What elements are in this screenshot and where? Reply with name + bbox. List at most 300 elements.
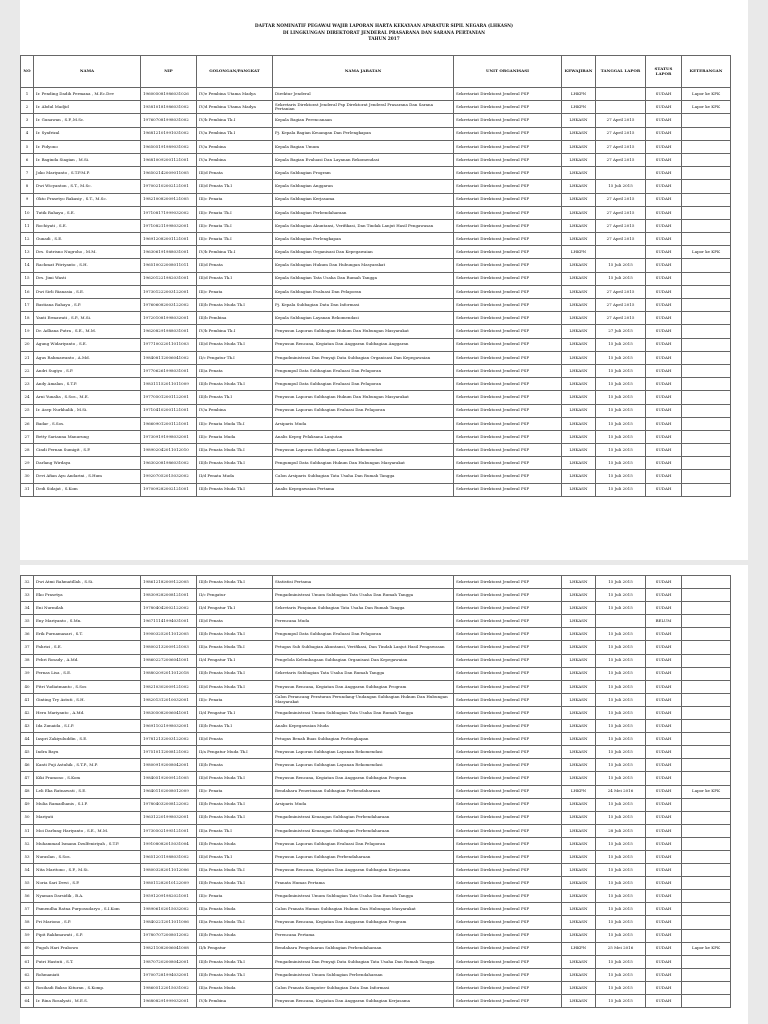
table-row (21, 457, 731, 470)
cell-unit: Sekretariat Direktorat Jenderal PSP (454, 285, 562, 298)
cell-unit: Sekretariat Direktorat Jenderal PSP (454, 890, 562, 903)
cell-keterangan: Lapor ke KPK (682, 88, 731, 101)
cell-tanggal: 15 Juli 2015 (596, 706, 646, 719)
cell-jabatan: Calon Pranata Komputer Subbagian Data Dan Informasi (273, 981, 454, 994)
cell-tanggal: 27 April 2015 (596, 140, 646, 153)
cell-golongan: III/a Penata Tk.I (197, 824, 273, 837)
cell-tanggal: 15 Juli 2015 (596, 417, 646, 430)
cell-no: 58 (21, 916, 34, 929)
cell-jabatan: Petugas Benah Buas Subbagian Perlengkapan (273, 733, 454, 746)
table-row (21, 404, 731, 417)
cell-kewajiban: LHKASN (562, 955, 596, 968)
cell-golongan: III/a Penata Muda (197, 903, 273, 916)
cell-nip: 198802092011012018 (141, 667, 197, 680)
cell-jabatan: Calon Pranata Humas Subbagian Hukum Dan Hubungan Masyarakat (273, 903, 454, 916)
cell-nama: Bastiana Rahayu , S.P. (34, 299, 141, 312)
cell-keterangan (682, 338, 731, 351)
cell-tanggal: 27 April 2015 (596, 153, 646, 166)
cell-tanggal: 27 April 2015 (596, 299, 646, 312)
cell-nip: 199108082015031004 (141, 837, 197, 850)
cell-keterangan (682, 968, 731, 981)
cell-no: 25 (21, 404, 34, 417)
cell-tanggal: 15 Juli 2015 (596, 968, 646, 981)
cell-nip: 198605122015031002 (141, 981, 197, 994)
cell-nip: 196312201998032001 (141, 811, 197, 824)
cell-no: 5 (21, 140, 34, 153)
cell-status: SUDAH (646, 916, 682, 929)
employee-table-page-1 (20, 55, 731, 497)
table-row (21, 759, 731, 772)
table-row (21, 378, 731, 391)
cell-status: SUDAH (646, 470, 682, 483)
cell-golongan: III/b Penata Muda Tk.I (197, 299, 273, 312)
cell-status: SUDAH (646, 153, 682, 166)
cell-status: SUDAH (646, 667, 682, 680)
cell-kewajiban: LHKPN (562, 101, 596, 114)
cell-unit: Sekretariat Direktorat Jenderal PSP (454, 602, 562, 615)
cell-nip: 197607081998031002 (141, 114, 197, 127)
cell-golongan: III/d Penata Tk.I (197, 272, 273, 285)
cell-golongan: III/c Penata Tk.I (197, 206, 273, 219)
table-row (21, 641, 731, 654)
cell-nama: Ir. Baginda Siagian , M.Si. (34, 153, 141, 166)
cell-no: 13 (21, 246, 34, 259)
cell-tanggal: 15 Juli 2015 (596, 378, 646, 391)
cell-unit: Sekretariat Direktorat Jenderal PSP (454, 233, 562, 246)
cell-unit: Sekretariat Direktorat Jenderal PSP (454, 444, 562, 457)
table-row (21, 206, 731, 219)
cell-status: SUDAH (646, 444, 682, 457)
cell-no: 10 (21, 206, 34, 219)
cell-unit: Sekretariat Direktorat Jenderal PSP (454, 720, 562, 733)
cell-status: SUDAH (646, 890, 682, 903)
table-row (21, 483, 731, 496)
cell-nip: 198902042011012010 (141, 444, 197, 457)
cell-keterangan: Lapor ke KPK (682, 785, 731, 798)
cell-nama: Ginting Try Astuti , S.H. (34, 693, 141, 706)
cell-golongan: IV/b Pembina (197, 995, 273, 1008)
cell-no: 24 (21, 391, 34, 404)
cell-tanggal: 15 Juli 2015 (596, 864, 646, 877)
cell-golongan: III/c Penata (197, 193, 273, 206)
cell-golongan: II/d Penata Muda (197, 470, 273, 483)
cell-no: 44 (21, 733, 34, 746)
cell-nama: Mariyati (34, 811, 141, 824)
table-row (21, 101, 731, 114)
cell-jabatan: Arsiparis Muda (273, 798, 454, 811)
cell-status: SUDAH (646, 772, 682, 785)
cell-no: 53 (21, 850, 34, 863)
cell-nama: Tutik Rahayu , S.E. (34, 206, 141, 219)
cell-nip: 198201312010032001 (141, 693, 197, 706)
cell-unit: Sekretariat Direktorat Jenderal PSP (454, 864, 562, 877)
title-line-1: DAFTAR NOMINATIF PEGAWAI WAJIB LAPORAN HARTA KEKAYAAN APARATUR SIPIL NEGARA (LHKASN) (254, 24, 514, 29)
table-row (21, 127, 731, 140)
cell-status: SUDAH (646, 206, 682, 219)
cell-keterangan (682, 167, 731, 180)
cell-nama: Erik Purnamasari , S.T. (34, 628, 141, 641)
cell-golongan: III/c Penata Muda Tk.I (197, 417, 273, 430)
cell-status: SUDAH (646, 325, 682, 338)
cell-nip: 198011282010122009 (141, 877, 197, 890)
cell-jabatan: Kepala Subbagian Organisasi Dan Kepegawaian (273, 246, 454, 259)
cell-jabatan: Analis Kepeg Pelaksana Lanjutan (273, 430, 454, 443)
cell-status: SUDAH (646, 602, 682, 615)
cell-nip: 197706261998031001 (141, 364, 197, 377)
cell-kewajiban: LHKASN (562, 114, 596, 127)
cell-keterangan (682, 391, 731, 404)
cell-nip: 198402212011011006 (141, 916, 197, 929)
cell-golongan: III/b Penata Muda Tk.I (197, 457, 273, 470)
cell-tanggal: 15 Juli 2015 (596, 391, 646, 404)
table-row (21, 995, 731, 1008)
cell-jabatan: Pengadministrasi Umum Subbagian Perbendaharaan (273, 968, 454, 981)
cell-jabatan: Pengumpul Data Subbagian Evaluasi Dan Pelaporan (273, 378, 454, 391)
cell-nama: Indra Bayu (34, 746, 141, 759)
cell-tanggal: 15 Juli 2015 (596, 338, 646, 351)
cell-unit: Sekretariat Direktorat Jenderal PSP (454, 246, 562, 259)
cell-kewajiban: LHKASN (562, 127, 596, 140)
cell-kewajiban: LHKASN (562, 404, 596, 417)
title-line-2: DI LINGKUNGAN DIREKTORAT JENDERAL PRASARANA DAN SARANA PERTANIAN (282, 30, 486, 36)
cell-unit: Sekretariat Direktorat Jenderal PSP (454, 299, 562, 312)
cell-kewajiban: LHKASN (562, 654, 596, 667)
cell-jabatan: Pengelola Kelembagaan Subbagian Organisasi Dan Kepegawaian (273, 654, 454, 667)
cell-kewajiban: LHKASN (562, 325, 596, 338)
cell-jabatan: Pengadministrasi Umum Subbagian Tata Usaha Dan Rumah Tangga (273, 706, 454, 719)
cell-kewajiban: LHKASN (562, 798, 596, 811)
cell-unit: Sekretariat Direktorat Jenderal PSP (454, 140, 562, 153)
cell-golongan: II/a Pengatur Muda Tk.I (197, 746, 273, 759)
cell-nama: Fahrizi , S.E. (34, 641, 141, 654)
cell-no: 4 (21, 127, 34, 140)
cell-jabatan: Pj. Kepala Subbagian Data Dan Informasi (273, 299, 454, 312)
cell-nama: Ida Zunaida , S.I.P. (34, 720, 141, 733)
cell-no: 32 (21, 576, 34, 589)
table-row (21, 850, 731, 863)
cell-keterangan (682, 824, 731, 837)
cell-keterangan (682, 114, 731, 127)
cell-nip: 196812101991031002 (141, 127, 197, 140)
cell-nama: Iaspri Zakiyuluddin , S.E. (34, 733, 141, 746)
cell-unit: Sekretariat Direktorat Jenderal PSP (454, 576, 562, 589)
cell-jabatan: Penyusun Laporan Subbagian Layanan Rekomendasi (273, 759, 454, 772)
cell-nama: Ir. Asep Nurkhalik , M.Si. (34, 404, 141, 417)
cell-jabatan: Pengadministrasi Keuangan Subbagian Perbendaharaan (273, 811, 454, 824)
cell-jabatan: Perencana Pertama (273, 929, 454, 942)
document-page-2 (20, 565, 748, 1024)
table-row (21, 654, 731, 667)
cell-jabatan: Statistisi Pertama (273, 576, 454, 589)
cell-unit: Sekretariat Direktorat Jenderal PSP (454, 114, 562, 127)
cell-golongan: II/c Pengatur Tk.I (197, 351, 273, 364)
cell-unit: Sekretariat Direktorat Jenderal PSP (454, 404, 562, 417)
cell-golongan: III/d Penata (197, 733, 273, 746)
cell-no: 55 (21, 877, 34, 890)
cell-no: 51 (21, 824, 34, 837)
cell-kewajiban: LHKASN (562, 167, 596, 180)
cell-nama: Dwi Atmi Rahmatillah , S.Si. (34, 576, 141, 589)
cell-unit: Sekretariat Direktorat Jenderal PSP (454, 981, 562, 994)
cell-kewajiban: LHKASN (562, 628, 596, 641)
cell-kewajiban: LHKASN (562, 641, 596, 654)
cell-nip: 198602272006041001 (141, 654, 197, 667)
cell-unit: Sekretariat Direktorat Jenderal PSP (454, 759, 562, 772)
cell-nip: 196711141994031001 (141, 615, 197, 628)
cell-jabatan: Bendahara Penerimaan Subbagian Perbendaharaan (273, 785, 454, 798)
cell-unit: Sekretariat Direktorat Jenderal PSP (454, 903, 562, 916)
cell-tanggal (596, 615, 646, 628)
table-header-row (21, 56, 731, 88)
cell-golongan: III/c Penata Muda (197, 430, 273, 443)
cell-status: SUDAH (646, 968, 682, 981)
cell-keterangan (682, 272, 731, 285)
table-row (21, 114, 731, 127)
cell-golongan: III/b Penata Muda (197, 929, 273, 942)
cell-tanggal: 27 April 2015 (596, 127, 646, 140)
cell-keterangan (682, 720, 731, 733)
cell-tanggal: 27 Juli 2015 (596, 325, 646, 338)
cell-keterangan (682, 325, 731, 338)
table-row (21, 576, 731, 589)
cell-nip: 196505191989031002 (141, 140, 197, 153)
cell-nama: Moi Darlung Hariyanto , S.E., M.M. (34, 824, 141, 837)
header-keterangan: KETERANGAN (682, 56, 731, 88)
cell-keterangan (682, 837, 731, 850)
cell-kewajiban: LHKASN (562, 693, 596, 706)
table-row (21, 733, 731, 746)
cell-nama: Devi Afian Ayu Andarini , S.Hum (34, 470, 141, 483)
cell-status: SUDAH (646, 824, 682, 837)
cell-tanggal: 27 April 2015 (596, 193, 646, 206)
table-row (21, 615, 731, 628)
cell-nama: Dr. Adliana Putra , S.E., M.M. (34, 325, 141, 338)
cell-unit: Sekretariat Direktorat Jenderal PSP (454, 654, 562, 667)
table-row (21, 667, 731, 680)
cell-no: 30 (21, 470, 34, 483)
cell-nip: 197301222003122001 (141, 285, 197, 298)
cell-status: SUDAH (646, 995, 682, 1008)
cell-nama: Fernas Lisa , S.E. (34, 667, 141, 680)
cell-golongan: III/b Penata Muda Tk.I (197, 811, 273, 824)
cell-keterangan (682, 759, 731, 772)
cell-unit: Sekretariat Direktorat Jenderal PSP (454, 312, 562, 325)
cell-status: SUDAH (646, 850, 682, 863)
cell-keterangan (682, 233, 731, 246)
table-row (21, 706, 731, 719)
cell-nama: Agung Widariyanto , S.E. (34, 338, 141, 351)
cell-nama: Rochiyati , S.E. (34, 219, 141, 232)
cell-golongan: II/d Pengatur Tk.I (197, 602, 273, 615)
cell-keterangan (682, 680, 731, 693)
cell-kewajiban: LHKPN (562, 942, 596, 955)
cell-nip: 196208291988031001 (141, 325, 197, 338)
cell-nip: 199207052015032002 (141, 470, 197, 483)
cell-keterangan (682, 981, 731, 994)
cell-jabatan: Direktur Jenderal (273, 88, 454, 101)
cell-jabatan: Calon Arsiparis Subbagian Tata Usaha Dan Rumah Tangga (273, 470, 454, 483)
table-row (21, 272, 731, 285)
cell-tanggal: 15 Juli 2015 (596, 430, 646, 443)
cell-tanggal: 15 Juli 2015 (596, 483, 646, 496)
cell-no: 18 (21, 312, 34, 325)
cell-no: 34 (21, 602, 34, 615)
cell-tanggal: 15 Juli 2015 (596, 746, 646, 759)
cell-keterangan (682, 312, 731, 325)
cell-jabatan: Sekretaris Subbagian Tata Usaha Dan Rumah Tangga (273, 667, 454, 680)
cell-jabatan: Penyusun Rencana, Kegiatan Dan Anggaran Subbagian Kerjasama (273, 995, 454, 1008)
cell-nip: 197108171999032002 (141, 206, 197, 219)
cell-no: 17 (21, 299, 34, 312)
cell-no: 56 (21, 890, 34, 903)
cell-nama: Dedi Sidajat , S.Kom (34, 483, 141, 496)
cell-golongan: III/b Penata Muda Tk.I (197, 667, 273, 680)
cell-nip: 196912082001121001 (141, 233, 197, 246)
cell-status: SUDAH (646, 706, 682, 719)
header-tanggal: TANGGAL LAPOR (596, 56, 646, 88)
cell-jabatan: Kepala Bagian Perencanaan (273, 114, 454, 127)
cell-golongan: III/c Penata (197, 693, 273, 706)
cell-kewajiban: LHKASN (562, 457, 596, 470)
table-row (21, 444, 731, 457)
cell-unit: Sekretariat Direktorat Jenderal PSP (454, 837, 562, 850)
table-body-page-1 (21, 88, 731, 497)
cell-nama: Rachmat Fitriyanto , S.H. (34, 259, 141, 272)
table-row (21, 88, 731, 101)
cell-kewajiban: LHKASN (562, 180, 596, 193)
cell-nip: 198003282011012006 (141, 864, 197, 877)
table-row (21, 364, 731, 377)
cell-tanggal: 15 Juli 2015 (596, 272, 646, 285)
cell-nip: 196401102008012009 (141, 785, 197, 798)
cell-tanggal: 15 Juli 2015 (596, 602, 646, 615)
cell-no: 43 (21, 720, 34, 733)
cell-kewajiban: LHKASN (562, 824, 596, 837)
cell-nama: Betty Sarianna Manurung (34, 430, 141, 443)
table-row (21, 602, 731, 615)
cell-nama: Cindi Fernan Sumigit , S.P. (34, 444, 141, 457)
cell-no: 62 (21, 968, 34, 981)
header-nip: NIP (141, 56, 197, 88)
cell-no: 7 (21, 167, 34, 180)
cell-tanggal: 15 Juli 2015 (596, 693, 646, 706)
cell-kewajiban: LHKASN (562, 233, 596, 246)
cell-no: 50 (21, 811, 34, 824)
table-row (21, 903, 731, 916)
table-row (21, 720, 731, 733)
cell-nip: 198906102015032002 (141, 903, 197, 916)
cell-jabatan: Pranata Humas Pertama (273, 877, 454, 890)
cell-jabatan: Bendahara Pengeluaran Subbagian Perbendaharaan (273, 942, 454, 955)
cell-kewajiban: LHKASN (562, 746, 596, 759)
cell-keterangan (682, 955, 731, 968)
cell-kewajiban: LHKASN (562, 890, 596, 903)
cell-nip: 196201221982031001 (141, 272, 197, 285)
cell-unit: Sekretariat Direktorat Jenderal PSP (454, 470, 562, 483)
cell-keterangan (682, 772, 731, 785)
cell-status: SUDAH (646, 929, 682, 942)
cell-tanggal: 15 Juli 2015 (596, 680, 646, 693)
cell-tanggal: 15 Juli 2015 (596, 457, 646, 470)
cell-keterangan (682, 417, 731, 430)
cell-no: 31 (21, 483, 34, 496)
cell-tanggal: 15 Juli 2015 (596, 772, 646, 785)
cell-kewajiban: LHKASN (562, 338, 596, 351)
cell-nip: 197804032008122002 (141, 798, 197, 811)
table-row (21, 470, 731, 483)
cell-keterangan (682, 193, 731, 206)
cell-unit: Sekretariat Direktorat Jenderal PSP (454, 733, 562, 746)
cell-tanggal: 15 Juli 2015 (596, 811, 646, 824)
cell-status: SUDAH (646, 180, 682, 193)
cell-nip: 197009282002121001 (141, 483, 197, 496)
cell-jabatan: Kepala Subbagian Evaluasi Dan Pelaporan (273, 285, 454, 298)
cell-no: 52 (21, 837, 34, 850)
header-nama: NAMA (34, 56, 141, 88)
cell-status: SUDAH (646, 877, 682, 890)
cell-keterangan (682, 864, 731, 877)
cell-golongan: IV/a Pembina (197, 153, 273, 166)
cell-tanggal: 15 Juli 2015 (596, 259, 646, 272)
cell-tanggal: 15 Juli 2015 (596, 667, 646, 680)
table-row (21, 351, 731, 364)
cell-nip: 195912091982021001 (141, 890, 197, 903)
cell-unit: Sekretariat Direktorat Jenderal PSP (454, 483, 562, 496)
cell-nama: Putri Hastuti , S.T. (34, 955, 141, 968)
cell-nip: 198305082006041001 (141, 706, 197, 719)
cell-nip: 197510112008121002 (141, 746, 197, 759)
cell-nip: 195810181986031002 (141, 101, 197, 114)
cell-unit: Sekretariat Direktorat Jenderal PSP (454, 772, 562, 785)
cell-keterangan: Lapor ke KPK (682, 101, 731, 114)
document-page-1 (20, 0, 748, 560)
cell-status: SUDAH (646, 312, 682, 325)
cell-status: SUDAH (646, 680, 682, 693)
cell-unit: Sekretariat Direktorat Jenderal PSP (454, 378, 562, 391)
cell-status: SUDAH (646, 457, 682, 470)
cell-status: SUDAH (646, 88, 682, 101)
cell-tanggal: 15 Juli 2015 (596, 180, 646, 193)
cell-keterangan (682, 457, 731, 470)
cell-kewajiban: LHKASN (562, 929, 596, 942)
cell-keterangan (682, 798, 731, 811)
cell-status: SUDAH (646, 391, 682, 404)
cell-nama: Pamendha Ratna Purposudaryo , S.I.Kom (34, 903, 141, 916)
cell-no: 28 (21, 444, 34, 457)
cell-unit: Sekretariat Direktorat Jenderal PSP (454, 351, 562, 364)
cell-golongan: III/b Penata Muda (197, 837, 273, 850)
cell-kewajiban: LHKASN (562, 968, 596, 981)
header-no: NO (21, 56, 34, 88)
cell-status: SUDAH (646, 351, 682, 364)
cell-no: 20 (21, 338, 34, 351)
cell-keterangan (682, 746, 731, 759)
cell-nama: Yanti Ermawati , S.P., M.Si. (34, 312, 141, 325)
cell-nip: 199003252011012005 (141, 628, 197, 641)
cell-status: SUDAH (646, 338, 682, 351)
cell-tanggal: 27 April 2015 (596, 206, 646, 219)
cell-keterangan (682, 602, 731, 615)
table-row (21, 338, 731, 351)
cell-no: 33 (21, 589, 34, 602)
cell-nama: Eny Mariyanto , S.Mn. (34, 615, 141, 628)
cell-jabatan: Kepala Subbagian Kerjasama (273, 193, 454, 206)
cell-tanggal: 15 Juli 2015 (596, 654, 646, 667)
cell-status: SUDAH (646, 219, 682, 232)
header-golongan: GOLONGAN/PANGKAT (197, 56, 273, 88)
cell-status: SUDAH (646, 733, 682, 746)
cell-keterangan (682, 615, 731, 628)
